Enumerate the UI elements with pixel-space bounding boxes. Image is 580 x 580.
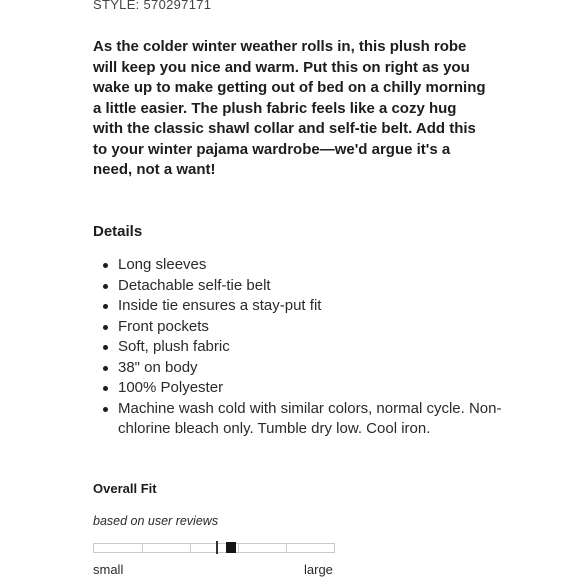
list-item-text: 100% Polyester <box>118 379 224 396</box>
bullet-icon <box>103 284 108 289</box>
list-item <box>93 337 513 358</box>
details-list <box>93 255 513 440</box>
list-item <box>93 255 513 276</box>
list-item <box>93 296 513 317</box>
fit-scale-divider <box>238 544 239 552</box>
bullet-icon <box>103 325 108 330</box>
product-description: As the colder winter weather rolls in, this plush robe will keep you nice and warm. Put this on right as you wake up to make getting out of bed on a chilly morning a little easier. The plush fabric feels like a cozy hug with the classic shawl collar and self-tie belt. Add this to your winter pajama wardrobe—we'd argue it's a need, not a want! <box>93 38 486 178</box>
style-value: 570297171 <box>143 0 212 12</box>
style-label: STYLE: <box>93 0 140 12</box>
bullet-icon <box>103 345 108 350</box>
bullet-icon <box>103 304 108 309</box>
list-item-text: Detachable self-tie belt <box>118 276 271 294</box>
list-item <box>93 399 513 440</box>
fit-scale-divider <box>142 544 143 552</box>
list-item-text: 38" on body <box>118 358 198 376</box>
bullet-icon <box>103 263 108 268</box>
list-item-text: Front pockets <box>118 317 209 335</box>
fit-min-label: small <box>93 562 124 577</box>
fit-scale-divider <box>286 544 287 552</box>
list-item-text: Long sleeves <box>118 256 207 273</box>
list-item-text: Soft, plush fabric <box>118 338 230 355</box>
overall-fit-subtitle: based on user reviews <box>93 514 219 528</box>
bullet-icon <box>103 407 108 412</box>
fit-scale-divider <box>190 544 191 552</box>
bullet-icon <box>103 366 108 371</box>
list-item <box>93 276 513 297</box>
overall-fit-heading: Overall Fit <box>93 481 157 496</box>
style-number <box>93 0 211 12</box>
bullet-icon <box>103 386 108 391</box>
list-item-text: Inside tie ensures a stay-put fit <box>118 297 322 314</box>
fit-indicator-marker <box>226 542 236 553</box>
details-heading: Details <box>93 223 143 240</box>
fit-indicator-tick <box>216 541 218 554</box>
list-item <box>93 317 513 338</box>
fit-max-label: large <box>304 562 333 577</box>
list-item-text: Machine wash cold with similar colors, normal cycle. Non-chlorine bleach only. Tumble dry low. Cool iron. <box>118 399 502 437</box>
list-item <box>93 378 513 399</box>
list-item <box>93 358 513 379</box>
fit-scale-bar <box>93 543 335 553</box>
